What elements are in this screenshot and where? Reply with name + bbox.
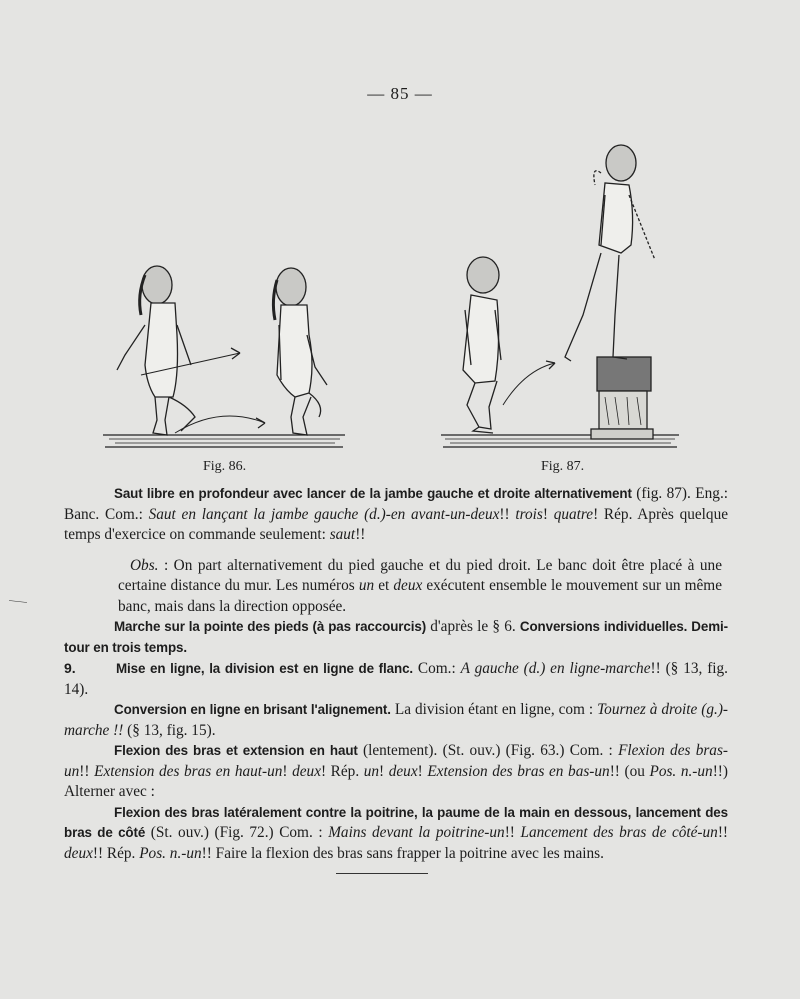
heading-flexion-haut: Flexion des bras et extension en haut (114, 743, 358, 758)
paragraph-conversion: Conversion en ligne en brisant l'alignement. La division étant en ligne, com : Tournez à droite (g.)-marche !! (§ 13, fig. 15). (64, 701, 729, 739)
fig86-girl-landing (273, 268, 327, 435)
heading-saut-libre: Saut libre en profondeur avec lancer de la jambe gauche et droite alternativement (114, 486, 632, 501)
body-text (64, 484, 728, 864)
page-number: — 85 — (367, 84, 433, 103)
paragraph-marche: Marche sur la pointe des pieds (à pas raccourcis) d'après le § 6. Conversions individuelles. Demi-tour en trois temps. (64, 618, 728, 655)
paragraph-flexion-haut: Flexion des bras et extension en haut (lentement). (St. ouv.) (Fig. 63.) Com. : Flexion des bras-un!! Extension des bras en haut-un! deux! Rép. un! deux! Extension des bras en bas-un!! (ou Pos. n.-un!!) Alterner avec : (64, 742, 728, 800)
heading-marche: Marche sur la pointe des pieds (à pas raccourcis) (114, 619, 427, 634)
fig87-arc (503, 363, 555, 405)
heading-conversions: Conversions individuelles. Demi-tour en trois temps. (64, 619, 728, 655)
paragraph-mise-en-ligne: 9. Mise en ligne, la division est en ligne de flanc. Com.: A gauche (d.) en ligne-marche!! (§ 13, fig. 14). (64, 660, 729, 698)
fig87-boy-landing (463, 257, 501, 433)
fig86-caption: Fig. 86. (203, 459, 247, 474)
section-number: 9. (64, 660, 76, 676)
margin-mark (0, 600, 36, 603)
fig86-arc (175, 416, 265, 433)
paragraph-observation: Obs. : On part alternativement du pied gauche et du pied droit. Le banc doit être placé à une certaine distance du mur. Les numéros un et deux exécutent ensemble le mouvement sur un même banc, mais dans la direction opposée. (118, 556, 722, 615)
illustrations (95, 135, 695, 475)
heading-conversion: Conversion en ligne en brisant l'alignement. (114, 702, 391, 717)
fig87-boy-on-bench (565, 145, 655, 361)
fig87-bench (591, 357, 653, 439)
paragraph-saut-libre: Saut libre en profondeur avec lancer de la jambe gauche et droite alternativement (fig. 87). Eng.: Banc. Com.: Saut en lançant la jambe gauche (d.)-en avant-un-deux!! trois! quatre! Rép. Après quelque temps d'exercice on commande seulement: saut!! (64, 485, 729, 543)
heading-mise-en-ligne: Mise en ligne, la division est en ligne de flanc. (116, 661, 414, 676)
paragraph-flexion-laterale: Flexion des bras latéralement contre la poitrine, la paume de la main en dessous, lancement des bras de côté (St. ouv.) (Fig. 72.) Com. : Mains devant la poitrine-un!! Lancement des bras de côté-un!! deux!! Rép. Pos. n.-un!! Faire la flexion des bras sans frapper la poitrine avec les mains. (64, 804, 729, 862)
fig86-floor (103, 435, 345, 447)
end-rule (336, 873, 428, 874)
fig87-caption: Fig. 87. (541, 459, 585, 474)
fig86-girl-jumping (117, 266, 240, 435)
heading-flexion-laterale: Flexion des bras latéralement contre la poitrine, la paume de la main en dessous, lancement des bras de côté (64, 804, 728, 840)
figures-drawing (95, 135, 695, 475)
